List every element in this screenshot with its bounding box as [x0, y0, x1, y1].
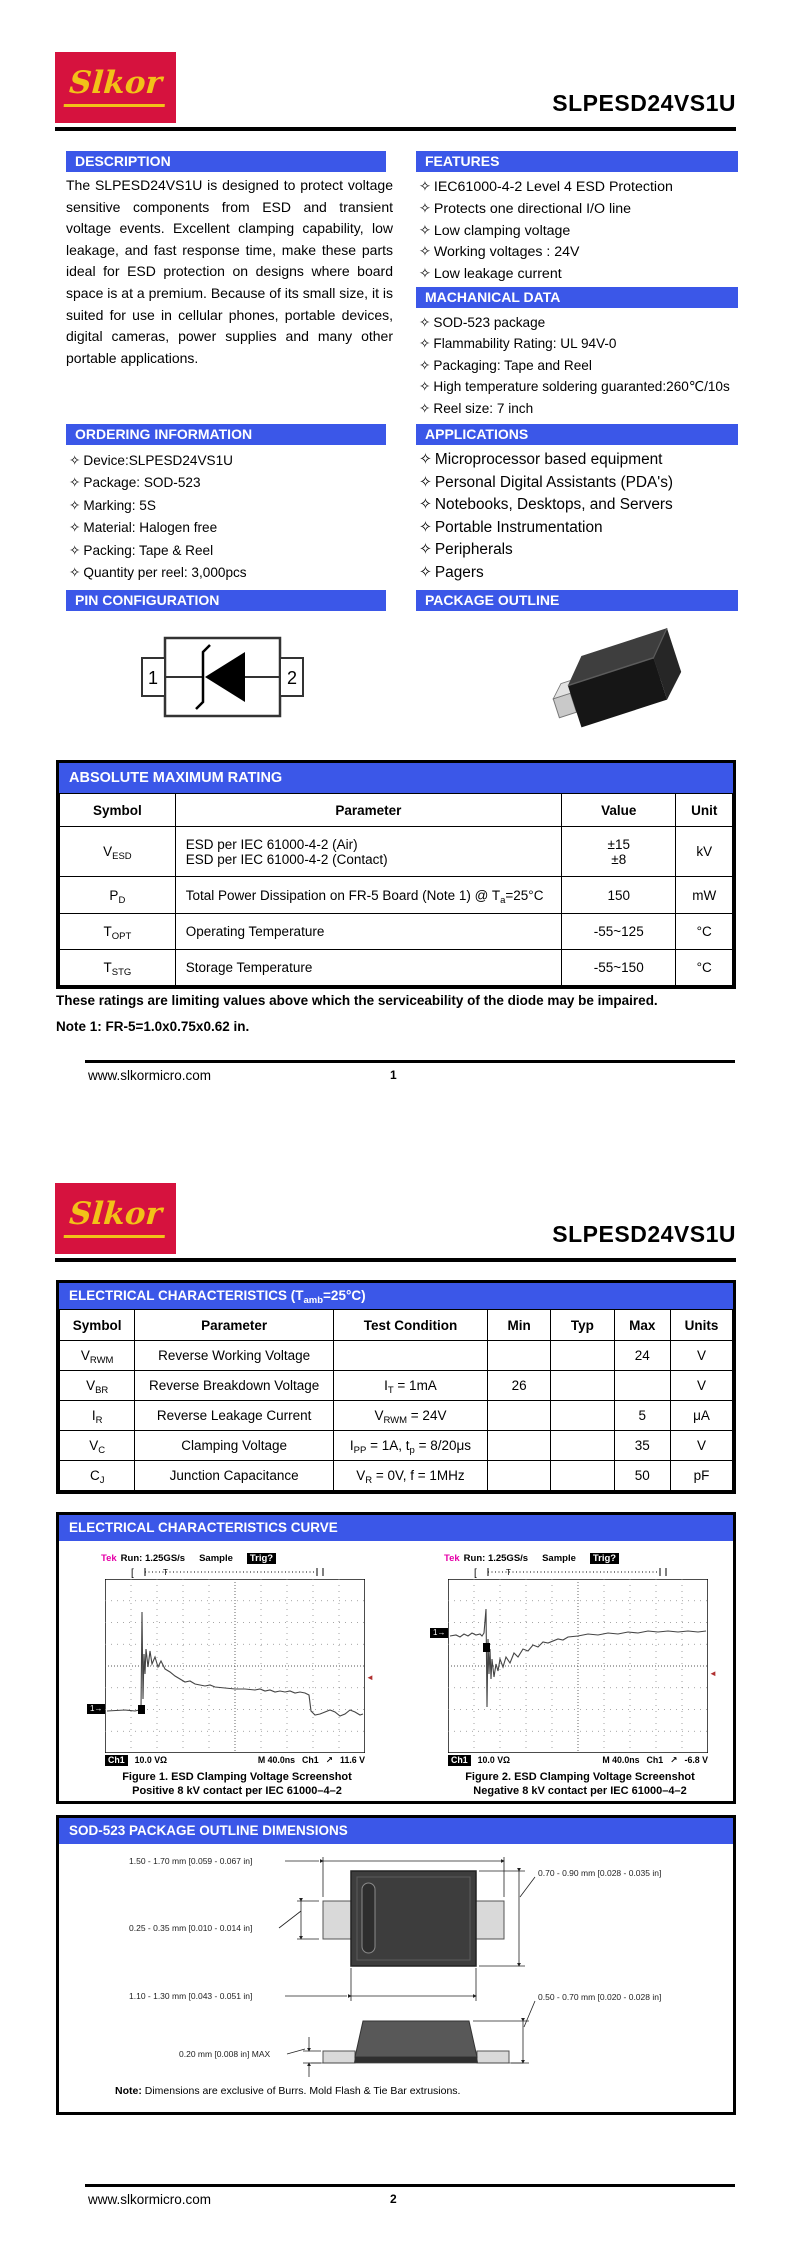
list-item: ✧ Package: SOD-523 — [69, 475, 201, 491]
cathode-band — [362, 1883, 375, 1953]
table-note-1: These ratings are limiting values above which the serviceability of the diode may be impaired. — [56, 993, 658, 1008]
features-list — [419, 177, 673, 286]
diamond-bullet-icon: ✧ — [419, 244, 431, 261]
electrical-characteristics-curve-section — [56, 1512, 736, 1804]
table-row: $V_{RWM}$ Reverse Working Voltage 24 V — [60, 1341, 733, 1371]
section-header-pin-configuration: PIN CONFIGURATION — [66, 590, 386, 611]
figure-1-caption-line-2: Positive 8 kV contact per IEC 61000–4–2 — [132, 1785, 342, 1797]
diamond-bullet-icon: ✧ — [419, 541, 432, 559]
svg-text:T: T — [506, 1568, 511, 1577]
diamond-bullet-icon: ✧ — [419, 336, 431, 352]
dim-lead-height — [279, 1901, 319, 1939]
diamond-bullet-icon: ✧ — [419, 357, 431, 373]
figure-2-caption-line-1: Figure 2. ESD Clamping Voltage Screenshot — [465, 1771, 695, 1783]
list-item: ✧ IEC61000-4-2 Level 4 ESD Protection — [419, 179, 673, 195]
elec-table — [59, 1309, 733, 1491]
ordering-information-list — [69, 450, 247, 584]
description-text: The SLPESD24VS1U is designed to protect voltage sensitive components from ESD and transient voltage events. Excellent clamping capability, low leakage, and fast response time, make these parts ideal for ESD protection on designs where board space is at a premium. Because of its small size, it is suited for use in cellular phones, portable devices, digital cameras, power supplies and many other portable applications. — [66, 177, 393, 366]
channel-1-ground-marker: 1→ — [430, 1628, 448, 1638]
body-side — [355, 2021, 477, 2057]
diamond-bullet-icon: ✧ — [69, 453, 81, 468]
page-title: SLPESD24VS1U — [552, 1221, 736, 1247]
trig-status-badge: Trig? — [247, 1553, 276, 1564]
list-item: ✧ Packaging: Tape and Reel — [419, 357, 592, 373]
header-rule — [55, 1258, 736, 1262]
list-item: ✧ Quantity per reel: 3,000pcs — [69, 565, 247, 581]
trigger-level-arrow: ◄ — [709, 1669, 717, 1678]
footer-website: www.slkormicro.com — [88, 1068, 212, 1083]
section-header-package-outline: PACKAGE OUTLINE — [416, 590, 738, 611]
diamond-bullet-icon: ✧ — [419, 315, 431, 330]
list-item: ✧ High temperature soldering guaranted:260℃/10s — [419, 379, 730, 395]
dim-label-standoff: 0.20 mm [0.008 in] MAX — [179, 2049, 271, 2059]
svg-text:T: T — [163, 1568, 168, 1577]
header-rule — [55, 127, 736, 131]
footer-rule — [85, 2184, 735, 2187]
diamond-bullet-icon: ✧ — [69, 497, 81, 513]
table-row: $V_{BR}$ Reverse Breakdown Voltage $I_T = 1mA$ 26 V — [60, 1371, 733, 1401]
list-item: ✧ Device:SLPESD24VS1U — [69, 453, 233, 468]
brand-logo-text: Slkor — [64, 1199, 167, 1238]
brand-logo — [55, 52, 176, 123]
svg-text:[: [ — [474, 1568, 477, 1578]
table-row: $I_R$ Reverse Leakage Current $V_{RWM} = 24V$ 5 μA — [60, 1401, 733, 1431]
figure-2-caption-line-2: Negative 8 kV contact per IEC 61000–4–2 — [473, 1785, 687, 1797]
table-row: $T_{STG}$ Storage Temperature -55~150 °C — [60, 950, 733, 986]
channel-badge: Ch1 — [448, 1755, 471, 1766]
list-item: ✧ Pagers — [419, 563, 484, 581]
trigger-point-marker — [138, 1705, 145, 1714]
diamond-bullet-icon: ✧ — [419, 518, 432, 536]
diamond-bullet-icon: ✧ — [69, 520, 81, 536]
list-item: ✧ Personal Digital Assistants (PDA's) — [419, 473, 674, 491]
oscilloscope-figure-2 — [430, 1553, 730, 1803]
scope-graticule-figure-2 — [448, 1579, 708, 1753]
diamond-bullet-icon: ✧ — [419, 200, 431, 217]
lead-left — [323, 1901, 351, 1939]
channel-1-ground-marker: 1→ — [87, 1704, 105, 1714]
diamond-bullet-icon: ✧ — [419, 473, 432, 491]
diamond-bullet-icon: ✧ — [69, 565, 81, 581]
dim-label-lead-height: 0.25 - 0.35 mm [0.010 - 0.014 in] — [129, 1923, 253, 1933]
scope-readout-figure-1: Ch1 10.0 VΩ M 40.0ns Ch1 ↗ 11.6 V — [105, 1755, 365, 1766]
footer-rule — [85, 1060, 735, 1063]
pin-configuration-diagram — [130, 628, 310, 753]
diamond-bullet-icon: ✧ — [419, 379, 431, 395]
footer-page-number: 2 — [390, 2192, 397, 2206]
tek-logo-text: Tek — [101, 1553, 117, 1564]
figure-1-caption-line-1: Figure 1. ESD Clamping Voltage Screenshot — [122, 1771, 352, 1783]
table-title-electrical-characteristics: ELECTRICAL CHARACTERISTICS $(T_{amb}=25^\circ C)$ — [59, 1283, 733, 1309]
front-view — [323, 1871, 504, 1966]
section-header-applications: APPLICATIONS — [416, 424, 738, 445]
trigger-level-arrow: ◄ — [366, 1673, 374, 1682]
list-item: ✧ Microprocessor based equipment — [419, 451, 663, 468]
list-item: ✧ Marking: 5S — [69, 497, 156, 513]
sod-523-dimension-drawing — [61, 1849, 732, 2081]
pin-2-label: 2 — [287, 668, 298, 688]
table-header-row: Symbol Parameter Value Unit — [60, 794, 733, 827]
section-header-description: DESCRIPTION — [66, 151, 386, 172]
trigger-position-indicator — [105, 1566, 365, 1578]
dim-standoff — [287, 2037, 321, 2077]
diamond-bullet-icon: ✧ — [69, 542, 81, 558]
table-row: $P_D$ Total Power Dissipation on FR-5 Board (Note 1) @ $T_a=25^\circ C$ 150 mW — [60, 877, 733, 914]
brand-logo — [55, 1183, 176, 1254]
section-title-curve: ELECTRICAL CHARACTERISTICS CURVE — [59, 1515, 733, 1541]
trigger-slope-icon: ↗ — [325, 1755, 334, 1765]
trigger-point-marker — [483, 1643, 490, 1652]
pin-1-label: 1 — [148, 668, 159, 688]
table-row: $V_C$ Clamping Voltage $I_{PP} = 1A$, $t_p = 8/20\mu s$ 35 V — [60, 1431, 733, 1461]
list-item: ✧ Portable Instrumentation — [419, 518, 603, 536]
applications-list — [419, 449, 673, 585]
svg-text:[: [ — [131, 1568, 134, 1578]
diamond-bullet-icon: ✧ — [419, 496, 432, 514]
dim-label-total-width: 1.50 - 1.70 mm [0.059 - 0.067 in] — [129, 1856, 253, 1866]
mechanical-data-list — [419, 312, 730, 419]
diamond-bullet-icon: ✧ — [69, 475, 81, 491]
diamond-bullet-icon: ✧ — [419, 451, 432, 468]
brand-logo-text: Slkor — [64, 68, 167, 107]
diamond-bullet-icon: ✧ — [419, 563, 432, 581]
package-3d-image — [540, 615, 690, 755]
footer-website: www.slkormicro.com — [88, 2192, 212, 2207]
footer-page-number: 1 — [390, 1068, 397, 1082]
dim-label-body-height: 0.70 - 0.90 mm [0.028 - 0.035 in] — [538, 1868, 662, 1878]
table-note-2: Note 1: FR-5=1.0x0.75x0.62 in. — [56, 1019, 250, 1034]
trig-status-badge: Trig? — [590, 1553, 619, 1564]
section-header-features: FEATURES — [416, 151, 738, 172]
diamond-bullet-icon: ✧ — [419, 222, 431, 239]
list-item: ✧ SOD-523 package — [419, 315, 546, 330]
scope-readout-figure-2: Ch1 10.0 VΩ M 40.0ns Ch1 ↗ -6.8 V — [448, 1755, 708, 1766]
table-row: $T_{OPT}$ Operating Temperature -55~125 °C — [60, 914, 733, 950]
table-row: $C_J$ Junction Capacitance $V_R = 0V$, f = 1MHz 50 pF — [60, 1461, 733, 1491]
diamond-bullet-icon: ✧ — [419, 179, 431, 195]
side-view — [311, 2021, 523, 2063]
dim-label-side-height: 0.50 - 0.70 mm [0.020 - 0.028 in] — [538, 1992, 662, 2002]
lead-right — [476, 1901, 504, 1939]
list-item: ✧ Working voltages : 24V — [419, 244, 580, 261]
dim-label-body-width: 1.10 - 1.30 mm [0.043 - 0.051 in] — [129, 1991, 253, 2001]
trigger-position-indicator — [448, 1566, 708, 1578]
list-item: ✧ Notebooks, Desktops, and Servers — [419, 496, 673, 514]
electrical-characteristics-table — [56, 1280, 736, 1494]
list-item: ✧ Low leakage current — [419, 266, 562, 283]
tek-logo-text: Tek — [444, 1553, 460, 1564]
scope-graticule-figure-1 — [105, 1579, 365, 1753]
diamond-bullet-icon: ✧ — [419, 400, 431, 416]
list-item: ✧ Reel size: 7 inch — [419, 400, 534, 416]
page-title: SLPESD24VS1U — [552, 90, 736, 116]
list-item: ✧ Protects one directional I/O line — [419, 200, 632, 217]
sod-drawing-note: Note: Dimensions are exclusive of Burrs. Mold Flash & Tie Bar extrusions. — [115, 2085, 461, 2097]
list-item: ✧ Low clamping voltage — [419, 222, 571, 239]
abs-max-table — [59, 793, 733, 986]
channel-badge: Ch1 — [105, 1755, 128, 1766]
list-item: ✧ Peripherals — [419, 541, 513, 559]
section-header-mechanical-data: MACHANICAL DATA — [416, 287, 738, 308]
absolute-maximum-rating-table — [56, 760, 736, 989]
table-title-absolute-maximum-rating: ABSOLUTE MAXIMUM RATING — [59, 763, 733, 793]
trigger-slope-icon: ↗ — [670, 1755, 678, 1765]
scope-status-bar: Tek Run: 1.25GS/s Sample Trig? — [101, 1553, 276, 1564]
list-item: ✧ Material: Halogen free — [69, 520, 218, 536]
table-header-row: Symbol Parameter Test Condition Min Typ Max Units — [60, 1310, 733, 1341]
scope-status-bar: Tek Run: 1.25GS/s Sample Trig? — [444, 1553, 619, 1564]
table-row: $V_{ESD}$ ESD per IEC 61000-4-2 (Air) ESD per IEC 61000-4-2 (Contact) ±15 ±8 kV — [60, 827, 733, 877]
list-item: ✧ Flammability Rating: UL 94V-0 — [419, 336, 617, 352]
section-title-sod-523: SOD-523 PACKAGE OUTLINE DIMENSIONS — [59, 1818, 733, 1844]
list-item: ✧ Packing: Tape & Reel — [69, 542, 214, 558]
section-header-ordering-information: ORDERING INFORMATION — [66, 424, 386, 445]
diamond-bullet-icon: ✧ — [419, 266, 431, 283]
sod-523-package-outline-section — [56, 1815, 736, 2115]
oscilloscope-figure-1 — [87, 1553, 387, 1803]
dim-body-width — [285, 1968, 476, 2001]
